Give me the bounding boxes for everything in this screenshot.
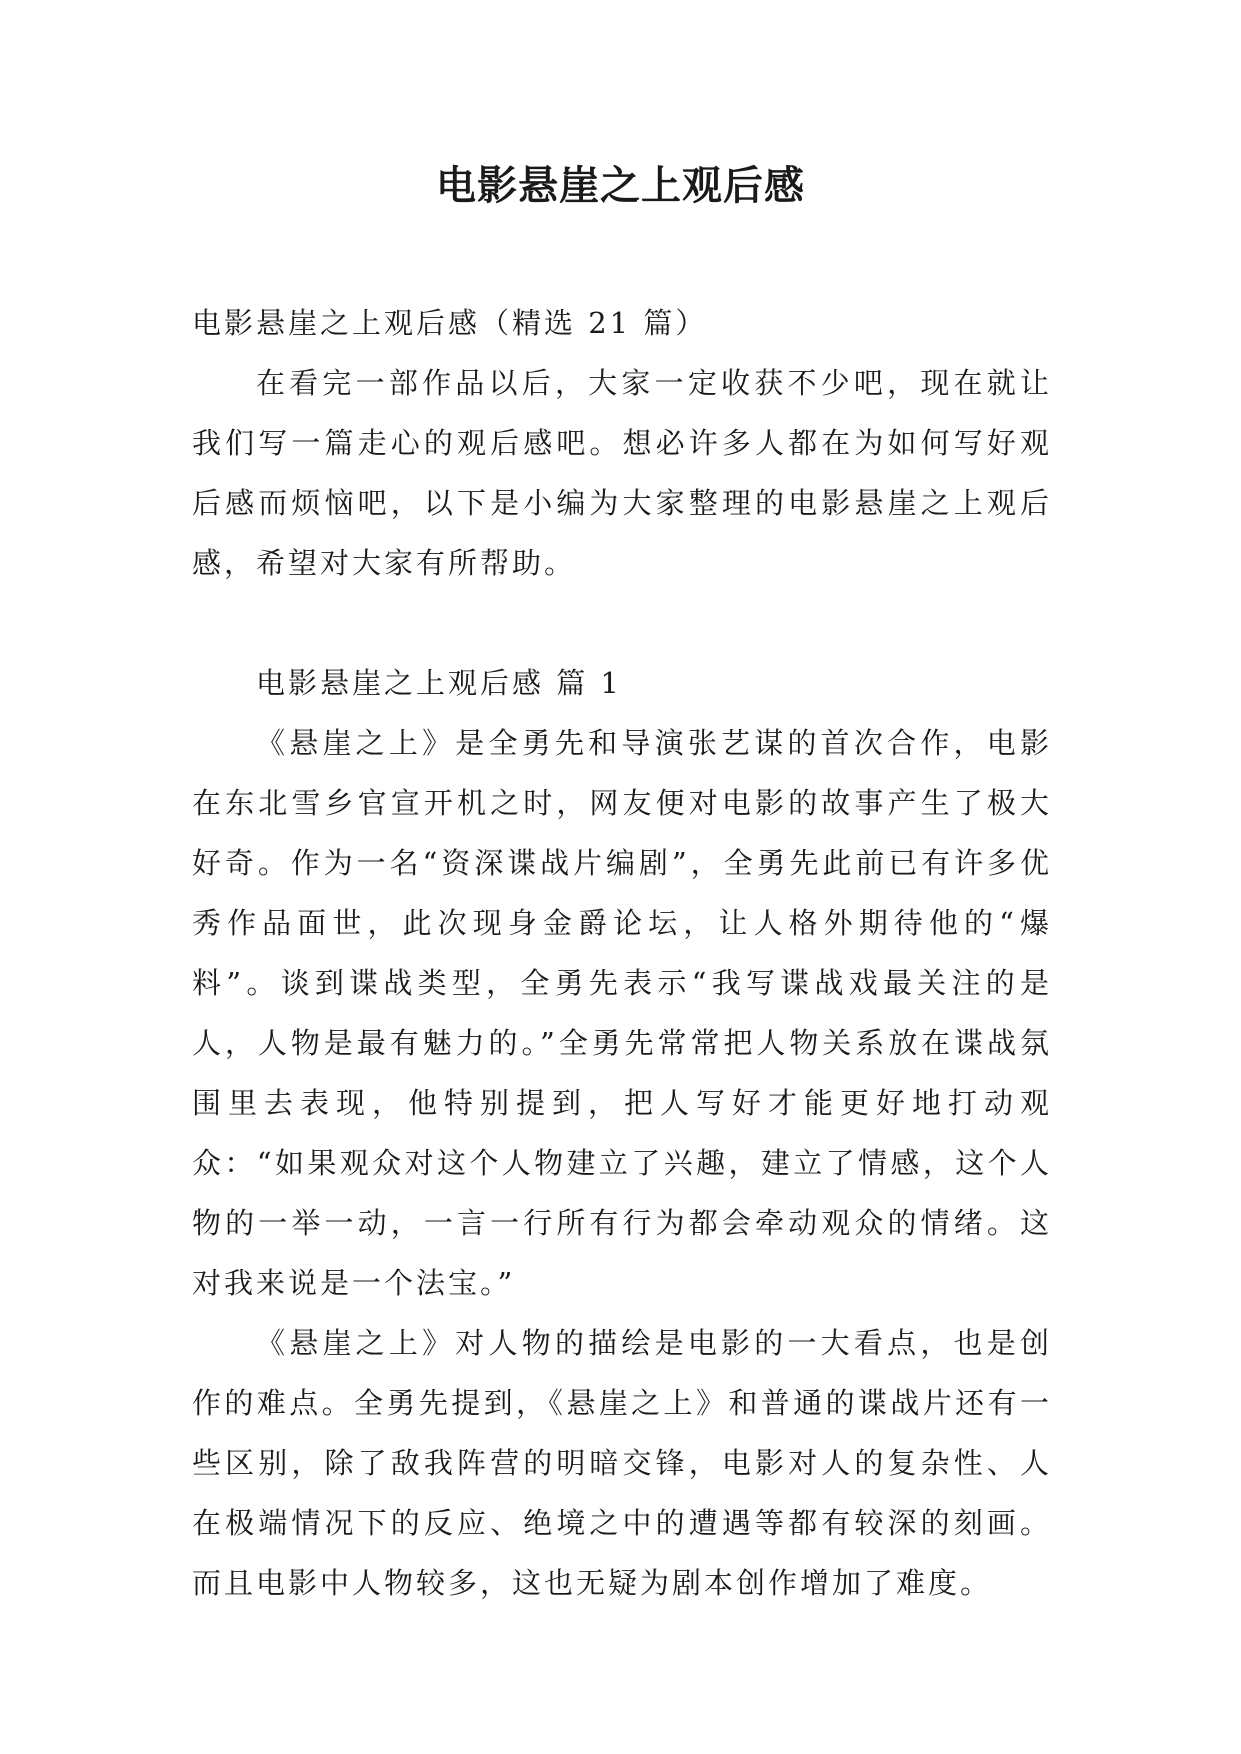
section-spacer <box>192 593 1052 653</box>
document-body <box>192 293 1052 1613</box>
section-heading: 电影悬崖之上观后感 篇 1 <box>256 666 622 700</box>
body-paragraph: 《悬崖之上》对人物的描绘是电影的一大看点，也是创作的难点。全勇先提到，《悬崖之上》和普通的谍战片还有一些区别，除了敌我阵营的明暗交锋，电影对人的复杂性、人在极端情况下的反应、绝境之中的遭遇等都有较深的刻画。而且电影中人物较多，这也无疑为剧本创作增加了难度。 <box>192 1326 1052 1600</box>
page-title: 电影悬崖之上观后感 <box>436 162 805 209</box>
document-subtitle: 电影悬崖之上观后感（精选 21 篇） <box>192 306 708 340</box>
intro-paragraph: 在看完一部作品以后，大家一定收获不少吧，现在就让我们写一篇走心的观后感吧。想必许多人都在为如何写好观后感而烦恼吧，以下是小编为大家整理的电影悬崖之上观后感，希望对大家有所帮助。 <box>192 366 1052 580</box>
body-paragraph: 《悬崖之上》是全勇先和导演张艺谋的首次合作，电影在东北雪乡官宣开机之时，网友便对电影的故事产生了极大好奇。作为一名“资深谍战片编剧”，全勇先此前已有许多优秀作品面世，此次现身金爵论坛，让人格外期待他的“爆料”。谈到谍战类型，全勇先表示“我写谍战戏最关注的是人，人物是最有魅力的。”全勇先常常把人物关系放在谍战氛围里去表现，他特别提到，把人写好才能更好地打动观众：“如果观众对这个人物建立了兴趣，建立了情感，这个人物的一举一动，一言一行所有行为都会牵动观众的情绪。这对我来说是一个法宝。” <box>192 726 1052 1300</box>
